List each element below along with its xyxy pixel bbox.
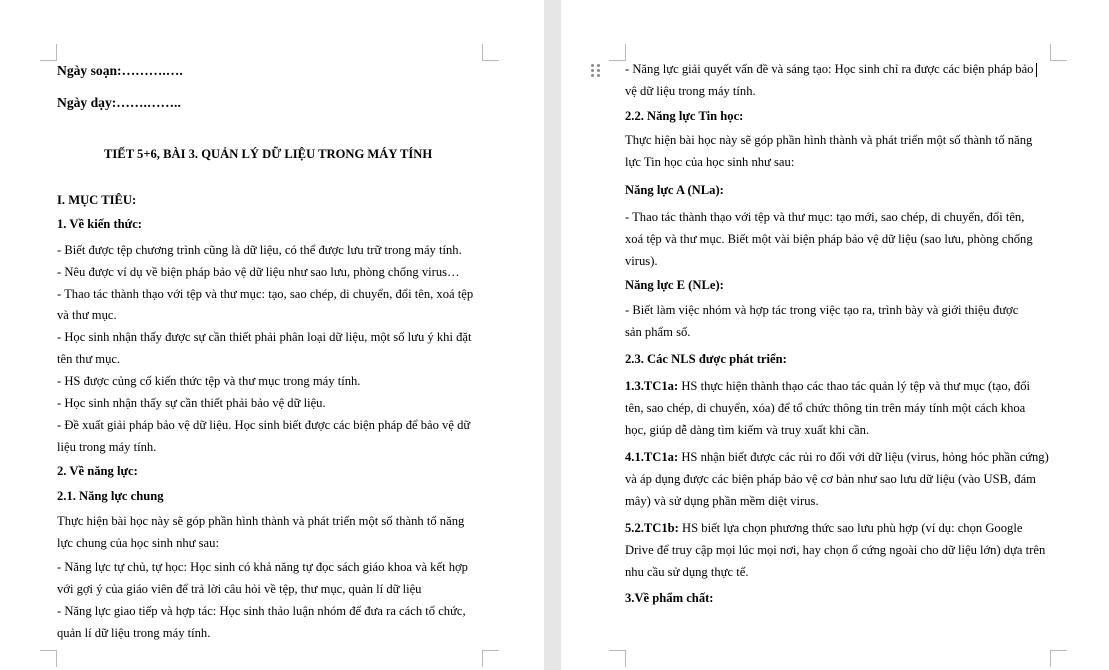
text-line: tên, sao chép, di chuyển, xóa) để tổ chức thông tin trên máy tính một cách khoa [625, 401, 1026, 415]
text-line: - Học sinh nhận thấy được sự cần thiết phải phân loại dữ liệu, một số lưu ý khi đặt [57, 330, 472, 344]
text-line: 4.1.TC1a: HS nhận biết được các rủi ro đối với dữ liệu (virus, hỏng hóc phần cứng) [625, 450, 1049, 464]
subheading-qualities: 3.Về phẩm chất: [625, 591, 714, 605]
subheading-competency-a: Năng lực A (NLa): [625, 183, 724, 197]
text-line: xoá tệp và thư mục. Biết một vài biện pháp bảo vệ dữ liệu (sao lưu, phòng chống [625, 232, 1033, 246]
text-line: liệu trong máy tính. [57, 440, 157, 454]
text-line: - Năng lực giao tiếp và hợp tác: Học sinh thảo luận nhóm để đưa ra cách tổ chức, [57, 604, 466, 618]
document-page-left[interactable] [0, 0, 544, 670]
margin-mark-top-right [482, 44, 499, 61]
margin-mark-top-right [1050, 44, 1067, 61]
margin-mark-bottom-right [482, 650, 499, 667]
subheading-knowledge: 1. Về kiến thức: [57, 217, 142, 231]
text-line: - Đề xuất giải pháp bảo vệ dữ liệu. Học sinh biết được các biện pháp để bảo vệ dữ [57, 418, 471, 432]
text-line: - Học sinh nhận thấy sự cần thiết phải bảo vệ dữ liệu. [57, 396, 326, 410]
margin-mark-bottom-right [1050, 650, 1067, 667]
text-line: virus). [625, 254, 658, 268]
subheading-general-competencies: 2.1. Năng lực chung [57, 489, 164, 503]
text-line: và thư mục. [57, 308, 117, 322]
subheading-competencies: 2. Về năng lực: [57, 464, 138, 478]
section-heading-objectives: I. MỤC TIÊU: [57, 193, 137, 207]
lesson-title: TIẾT 5+6, BÀI 3. QUẢN LÝ DỮ LIỆU TRONG MÁY TÍNH [104, 147, 433, 161]
margin-mark-top-left [609, 44, 626, 61]
date-prepared: Ngày soạn:……….…. [57, 63, 183, 78]
subheading-it-competencies: 2.2. Năng lực Tin học: [625, 109, 744, 123]
subheading-competency-e: Năng lực E (NLe): [625, 278, 724, 292]
text-line: Drive để truy cập mọi lúc mọi nơi, hay chọn ổ cứng ngoài cho dữ liệu lớn) dựa trên [625, 543, 1046, 557]
text-line: lực chung của học sinh như sau: [57, 536, 219, 550]
text-line: học, giúp dễ dàng tìm kiếm và truy xuất khi cần. [625, 423, 870, 437]
text-line: Thực hiện bài học này sẽ góp phần hình thành và phát triển một số thành tố năng [625, 133, 1033, 147]
drag-handle-icon[interactable] [591, 64, 601, 78]
text-line: với gợi ý của giáo viên để trả lời câu hỏi về tệp, thư mục, quản lí dữ liệu [57, 582, 422, 596]
margin-mark-bottom-left [609, 650, 626, 667]
text-line: - Năng lực giải quyết vấn đề và sáng tạo: Học sinh chỉ ra được các biện pháp bảo [625, 62, 1037, 77]
text-line: sản phẩm số. [625, 325, 691, 339]
date-taught: Ngày dạy:…….…….. [57, 95, 181, 110]
text-line: 5.2.TC1b: HS biết lựa chọn phương thức sao lưu phù hợp (ví dụ: chọn Google [625, 521, 1023, 535]
text-line: lực Tin học của học sinh như sau: [625, 155, 795, 169]
code-label: 5.2.TC1b: [625, 521, 683, 535]
text-line: nhu cầu sử dụng thực tế. [625, 565, 749, 579]
code-label: 4.1.TC1a: [625, 450, 682, 464]
text-line: vệ dữ liệu trong máy tính. [625, 84, 756, 98]
text-line: - Biết được tệp chương trình cũng là dữ liệu, có thể được lưu trữ trong máy tính. [57, 243, 462, 257]
text-line: Thực hiện bài học này sẽ góp phần hình thành và phát triển một số thành tố năng [57, 514, 465, 528]
text-line: - Năng lực tự chủ, tự học: Học sinh có khả năng tự đọc sách giáo khoa và kết hợp [57, 560, 468, 574]
text-line: - Thao tác thành thạo với tệp và thư mục: tạo mới, sao chép, di chuyển, đổi tên, [625, 210, 1025, 224]
text-line: tên thư mục. [57, 352, 121, 366]
code-label: 1.3.TC1a: [625, 379, 682, 393]
text-cursor [1036, 63, 1037, 77]
text-line: - Biết làm việc nhóm và hợp tác trong việc tạo ra, trình bày và giới thiệu được [625, 303, 1019, 317]
margin-mark-top-left [40, 44, 57, 61]
text-line: - Thao tác thành thạo với tệp và thư mục: tạo, sao chép, di chuyển, đổi tên, xoá tệp [57, 287, 474, 301]
text-line: - Nêu được ví dụ về biện pháp bảo vệ dữ liệu như sao lưu, phòng chống virus… [57, 265, 460, 279]
margin-mark-bottom-left [40, 650, 57, 667]
subheading-digital-competencies: 2.3. Các NLS được phát triển: [625, 352, 787, 366]
text-line: mây) và sử dụng phần mềm diệt virus. [625, 494, 819, 508]
text-line: - HS được củng cố kiến thức tệp và thư mục trong máy tính. [57, 374, 361, 388]
document-page-right[interactable] [561, 0, 1109, 670]
text-line: quản lí dữ liệu trong máy tính. [57, 626, 211, 640]
text-line: 1.3.TC1a: HS thực hiện thành thạo các thao tác quản lý tệp và thư mục (tạo, đổi [625, 379, 1031, 393]
text-line: và áp dụng được các biện pháp bảo vệ cơ bản như sao lưu dữ liệu (vào USB, đám [625, 472, 1036, 486]
